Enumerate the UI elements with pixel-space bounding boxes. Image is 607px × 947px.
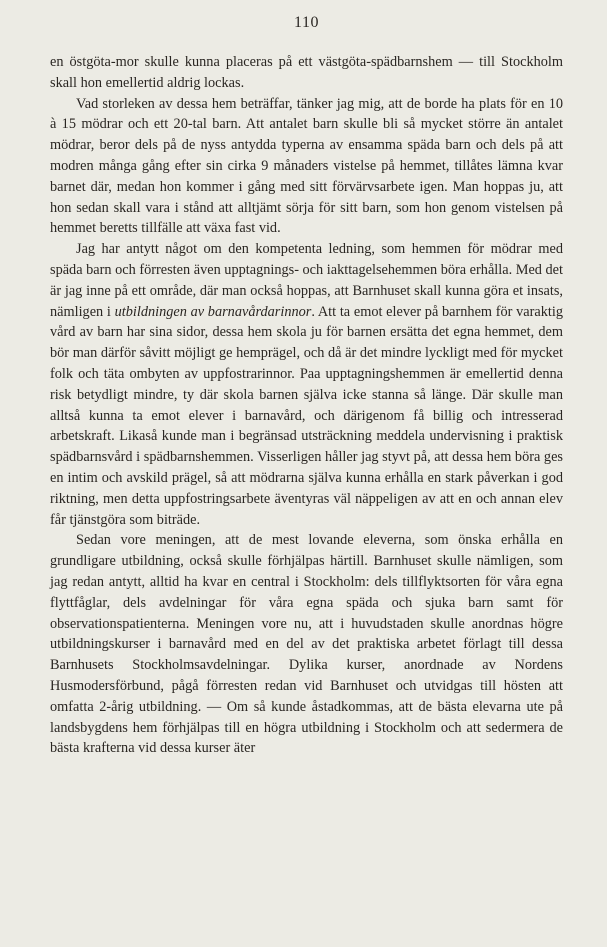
paragraph-text: Jag har antytt något om den kompetenta ledning, som hemmen för mödrar med späda barn och förresten även upptagnings- och iakttagelsehemmen böra erhålla. Med det är jag inne på ett område, där man också hoppas, att Barnhuset skall kunna göra et insats, nämligen i bbox=[50, 241, 563, 320]
paragraph bbox=[50, 94, 563, 240]
page-number: 110 bbox=[294, 14, 319, 31]
paragraph-text: Vad storleken av dessa hem beträffar, tänker jag mig, att de borde ha plats för en 10 à 15 mödrar och ett 20-tal barn. Att antalet barn skulle bli så mycket större än antalet mödrar, beror dels på de nyss antydda typerna av ensamma späda barn och dels på att modren många gång efter sin cirka 9 månaders vistelse på hemmet, tillåtes lämna kvar barnet där, medan hon kommer i gång med sitt förvärvsarbete igen. Man hoppas ju, att hon sedan skall vara i stånd att alltjämt sörja för sitt barn, som hon genom vistelsen på hemmet beretts tillfälle att växa fast vid. bbox=[50, 95, 563, 237]
emphasized-text: utbildningen av barnavårdarinnor bbox=[114, 303, 312, 320]
body-text bbox=[50, 52, 563, 759]
paragraph-text: en östgöta-mor skulle kunna placeras på ett västgöta-spädbarnshem — till Stockholm skall hon emellertid aldrig lockas. bbox=[50, 54, 563, 91]
paragraph bbox=[50, 52, 563, 94]
paragraph-text: Sedan vore meningen, att de mest lovande eleverna, som önska erhålla en grundligare utbildning, också skulle förhjälpas härtill. Barnhuset skulle nämligen, som jag redan antytt, alltid ha kvar en central i Stockholm: dels tillflyktsorten för våra egna flyttfåglar, dels avdelningar för våra egna späda och sjuka barn samt för observationspatienterna. Meningen vore nu, att i huvudstaden skulle anordnas högre utbildningskurser i barnavård med en del av det praktiska arbetet förlagt till dessa Barnhusets Stockholmsavdelningar. Dylika kurser, anordnade av Nordens Husmodersförbund, pågå förresten redan vid Barnhuset och utvidgas till hösten att omfatta 2-årig utbildning. — Om så kunde åstadkommas, att de bästa elevarna ute på landsbygdens hem förhjälpas till en högra utbildning i Stockholm och att sedermera de bästa krafterna vid dessa kurser äter bbox=[50, 532, 563, 757]
paragraph-text: . Att ta emot elever på barnhem för varaktig vård av barn har sina sidor, dessa hem skola ju för barnen ersätta det egna hemmet, dem bör man därför såvitt möjligt ge hemprägel, och då är det mindre lyckligt med för mycket folk och täta ombyten av uppfostrarinnor. Paa upptagningshemmen är emellertid denna risk betydligt mindre, ty där skola barnen själva icke stanna så länge. Där skulle man alltså kunna ta emot elever i barnavård, och därigenom få billig och intresserad arbetskraft. Likaså kunde man i begränsad utsträckning meddela undervisning i praktisk spädbarnsvård i spädbarnshemmen. Visserligen håller jag styvt på, att dessa hem böra ges en intim och avskild prägel, så att mödrarna själva kunna erhålla en stark påverkan i god riktning, men detta uppfostringsarbete äventyras väl näppeligen av att en och annan elev får tjänstgöra som biträde. bbox=[50, 303, 563, 528]
paragraph bbox=[50, 239, 563, 530]
paragraph bbox=[50, 530, 563, 759]
